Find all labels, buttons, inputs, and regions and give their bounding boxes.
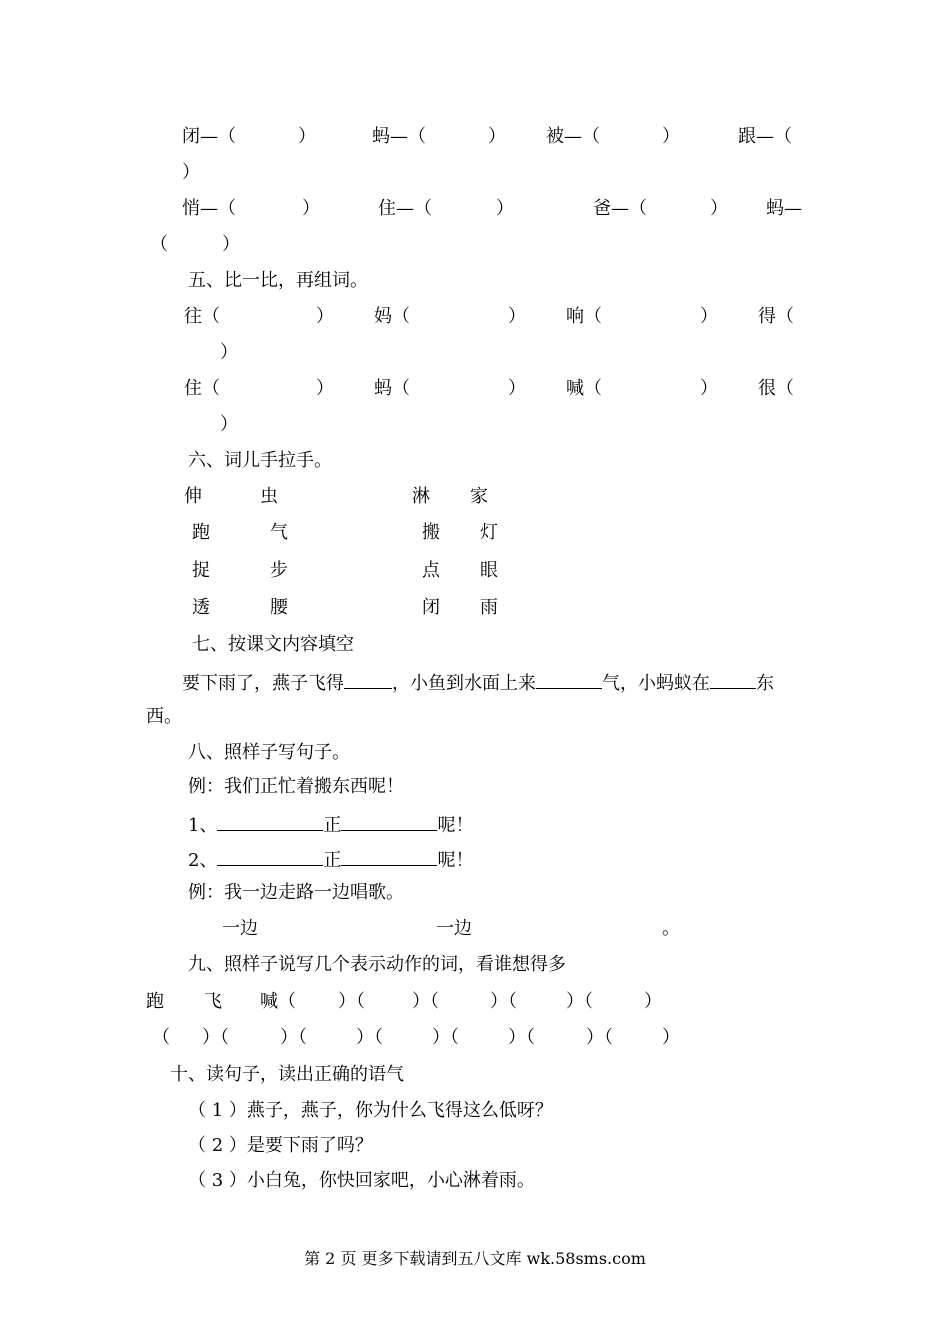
q4-r1-e: 被—（ — [546, 126, 600, 147]
q6-r2-3: 雨 — [480, 597, 498, 618]
q5-r1-f: ） — [700, 306, 718, 327]
q9-r2-0: （ — [152, 1027, 170, 1048]
q6-r2-2: 眼 — [480, 560, 498, 581]
q8-pattern-a: 一边 — [222, 918, 258, 939]
q7-line2: 西。 — [146, 706, 182, 727]
q5-r1-g: 得（ — [758, 306, 794, 327]
q6-title: 六、词儿手拉手。 — [188, 450, 332, 471]
q9-w3: ）（ — [338, 991, 365, 1012]
q9-r2-6: ）（ — [586, 1027, 613, 1048]
q9-r2-3: ）（ — [356, 1027, 383, 1048]
q6-l2-1: 气 — [270, 522, 288, 543]
q4-r2-h: （ — [150, 234, 168, 255]
q5-r2-e: 喊（ — [566, 378, 602, 399]
q9-r2-7: ） — [662, 1027, 680, 1048]
q6-r1-3: 闭 — [422, 597, 440, 618]
q9-title: 九、照样子说写几个表示动作的词，看谁想得多 — [188, 954, 566, 975]
q5-r1-b: ） — [316, 306, 334, 327]
q8-item1: 1、 正 呢！ — [188, 812, 473, 837]
q4-r2-c: 住—（ — [378, 198, 432, 219]
q6-l2-3: 腰 — [270, 597, 288, 618]
q4-r1-f: ） — [662, 126, 680, 147]
q5-r2-g: 很（ — [758, 378, 794, 399]
q5-r1-a: 往（ — [184, 306, 220, 327]
q10-item-1: （ 1 ）燕子，燕子，你为什么飞得这么低呀？ — [188, 1100, 553, 1121]
q4-r2-f: ） — [710, 198, 728, 219]
q4-r2-b: ） — [302, 198, 320, 219]
q8-example1: 例：我们正忙着搬东西呢！ — [188, 776, 404, 797]
q4-r1-d: ） — [488, 126, 506, 147]
q6-l1-1: 跑 — [192, 522, 210, 543]
q6-l2-0: 虫 — [260, 486, 278, 507]
q5-title: 五、比一比，再组词。 — [188, 270, 368, 291]
q8-pattern-c: 。 — [662, 918, 680, 939]
q9-w1: 飞 — [204, 991, 222, 1012]
q8-title: 八、照样子写句子。 — [188, 742, 350, 763]
q9-w7: ） — [644, 991, 662, 1012]
q4-r1-g: 跟—（ — [738, 126, 792, 147]
q6-r1-2: 点 — [422, 560, 440, 581]
q9-w5: ）（ — [490, 991, 517, 1012]
q5-r1-d: ） — [508, 306, 526, 327]
q9-r2-2: ）（ — [280, 1027, 307, 1048]
q6-l1-2: 捉 — [192, 560, 210, 581]
q4-r1-a: 闭—（ — [182, 126, 236, 147]
q4-r2-e: 爸—（ — [593, 198, 647, 219]
q5-r2-f: ） — [700, 378, 718, 399]
q9-w2: 喊（ — [260, 991, 296, 1012]
q8-item2: 2、 正 呢！ — [188, 847, 473, 872]
q9-r2-1: ）（ — [202, 1027, 229, 1048]
q5-r2-d: ） — [508, 378, 526, 399]
q4-r2-i: ） — [222, 234, 240, 255]
q4-r2-d: ） — [496, 198, 514, 219]
q9-w4: ）（ — [412, 991, 439, 1012]
q4-r2-a: 悄—（ — [182, 198, 236, 219]
q5-r2-a: 住（ — [184, 378, 220, 399]
q5-r1-e: 响（ — [566, 306, 602, 327]
q10-title: 十、读句子，读出正确的语气 — [170, 1064, 404, 1085]
q7-line1: 要下雨了，燕子飞得 ，小鱼到水面上来 气，小蚂蚁在 东 — [182, 670, 774, 695]
q8-pattern-b: 一边 — [436, 918, 472, 939]
q6-r1-1: 搬 — [422, 522, 440, 543]
q5-r1-h: ） — [220, 342, 238, 363]
q9-w0: 跑 — [146, 991, 164, 1012]
q10-item-2: （ 2 ）是要下雨了吗？ — [188, 1135, 373, 1156]
q6-l2-2: 步 — [270, 560, 288, 581]
q7-title: 七、按课文内容填空 — [192, 634, 354, 655]
q5-r2-h: ） — [220, 414, 238, 435]
q4-r1-h: ） — [182, 162, 200, 183]
q6-l1-3: 透 — [192, 597, 210, 618]
q8-example2: 例：我一边走路一边唱歌。 — [188, 882, 404, 903]
q9-r2-4: ）（ — [432, 1027, 459, 1048]
q5-r2-c: 蚂（ — [374, 378, 410, 399]
q6-l1-0: 伸 — [184, 486, 202, 507]
q6-r2-1: 灯 — [480, 522, 498, 543]
q9-r2-5: ）（ — [508, 1027, 535, 1048]
q6-r2-0: 家 — [470, 486, 488, 507]
q6-r1-0: 淋 — [412, 486, 430, 507]
q5-r2-b: ） — [316, 378, 334, 399]
q4-r2-g: 蚂— — [766, 198, 802, 219]
page-footer: 第 2 页 更多下载请到五八文库 wk.58sms.com — [304, 1249, 646, 1268]
q9-w6: ）（ — [566, 991, 593, 1012]
q4-r1-c: 蚂—（ — [372, 126, 426, 147]
q5-r1-c: 妈（ — [374, 306, 410, 327]
q4-r1-b: ） — [298, 126, 316, 147]
q10-item-3: （ 3 ）小白兔，你快回家吧，小心淋着雨。 — [188, 1170, 535, 1191]
